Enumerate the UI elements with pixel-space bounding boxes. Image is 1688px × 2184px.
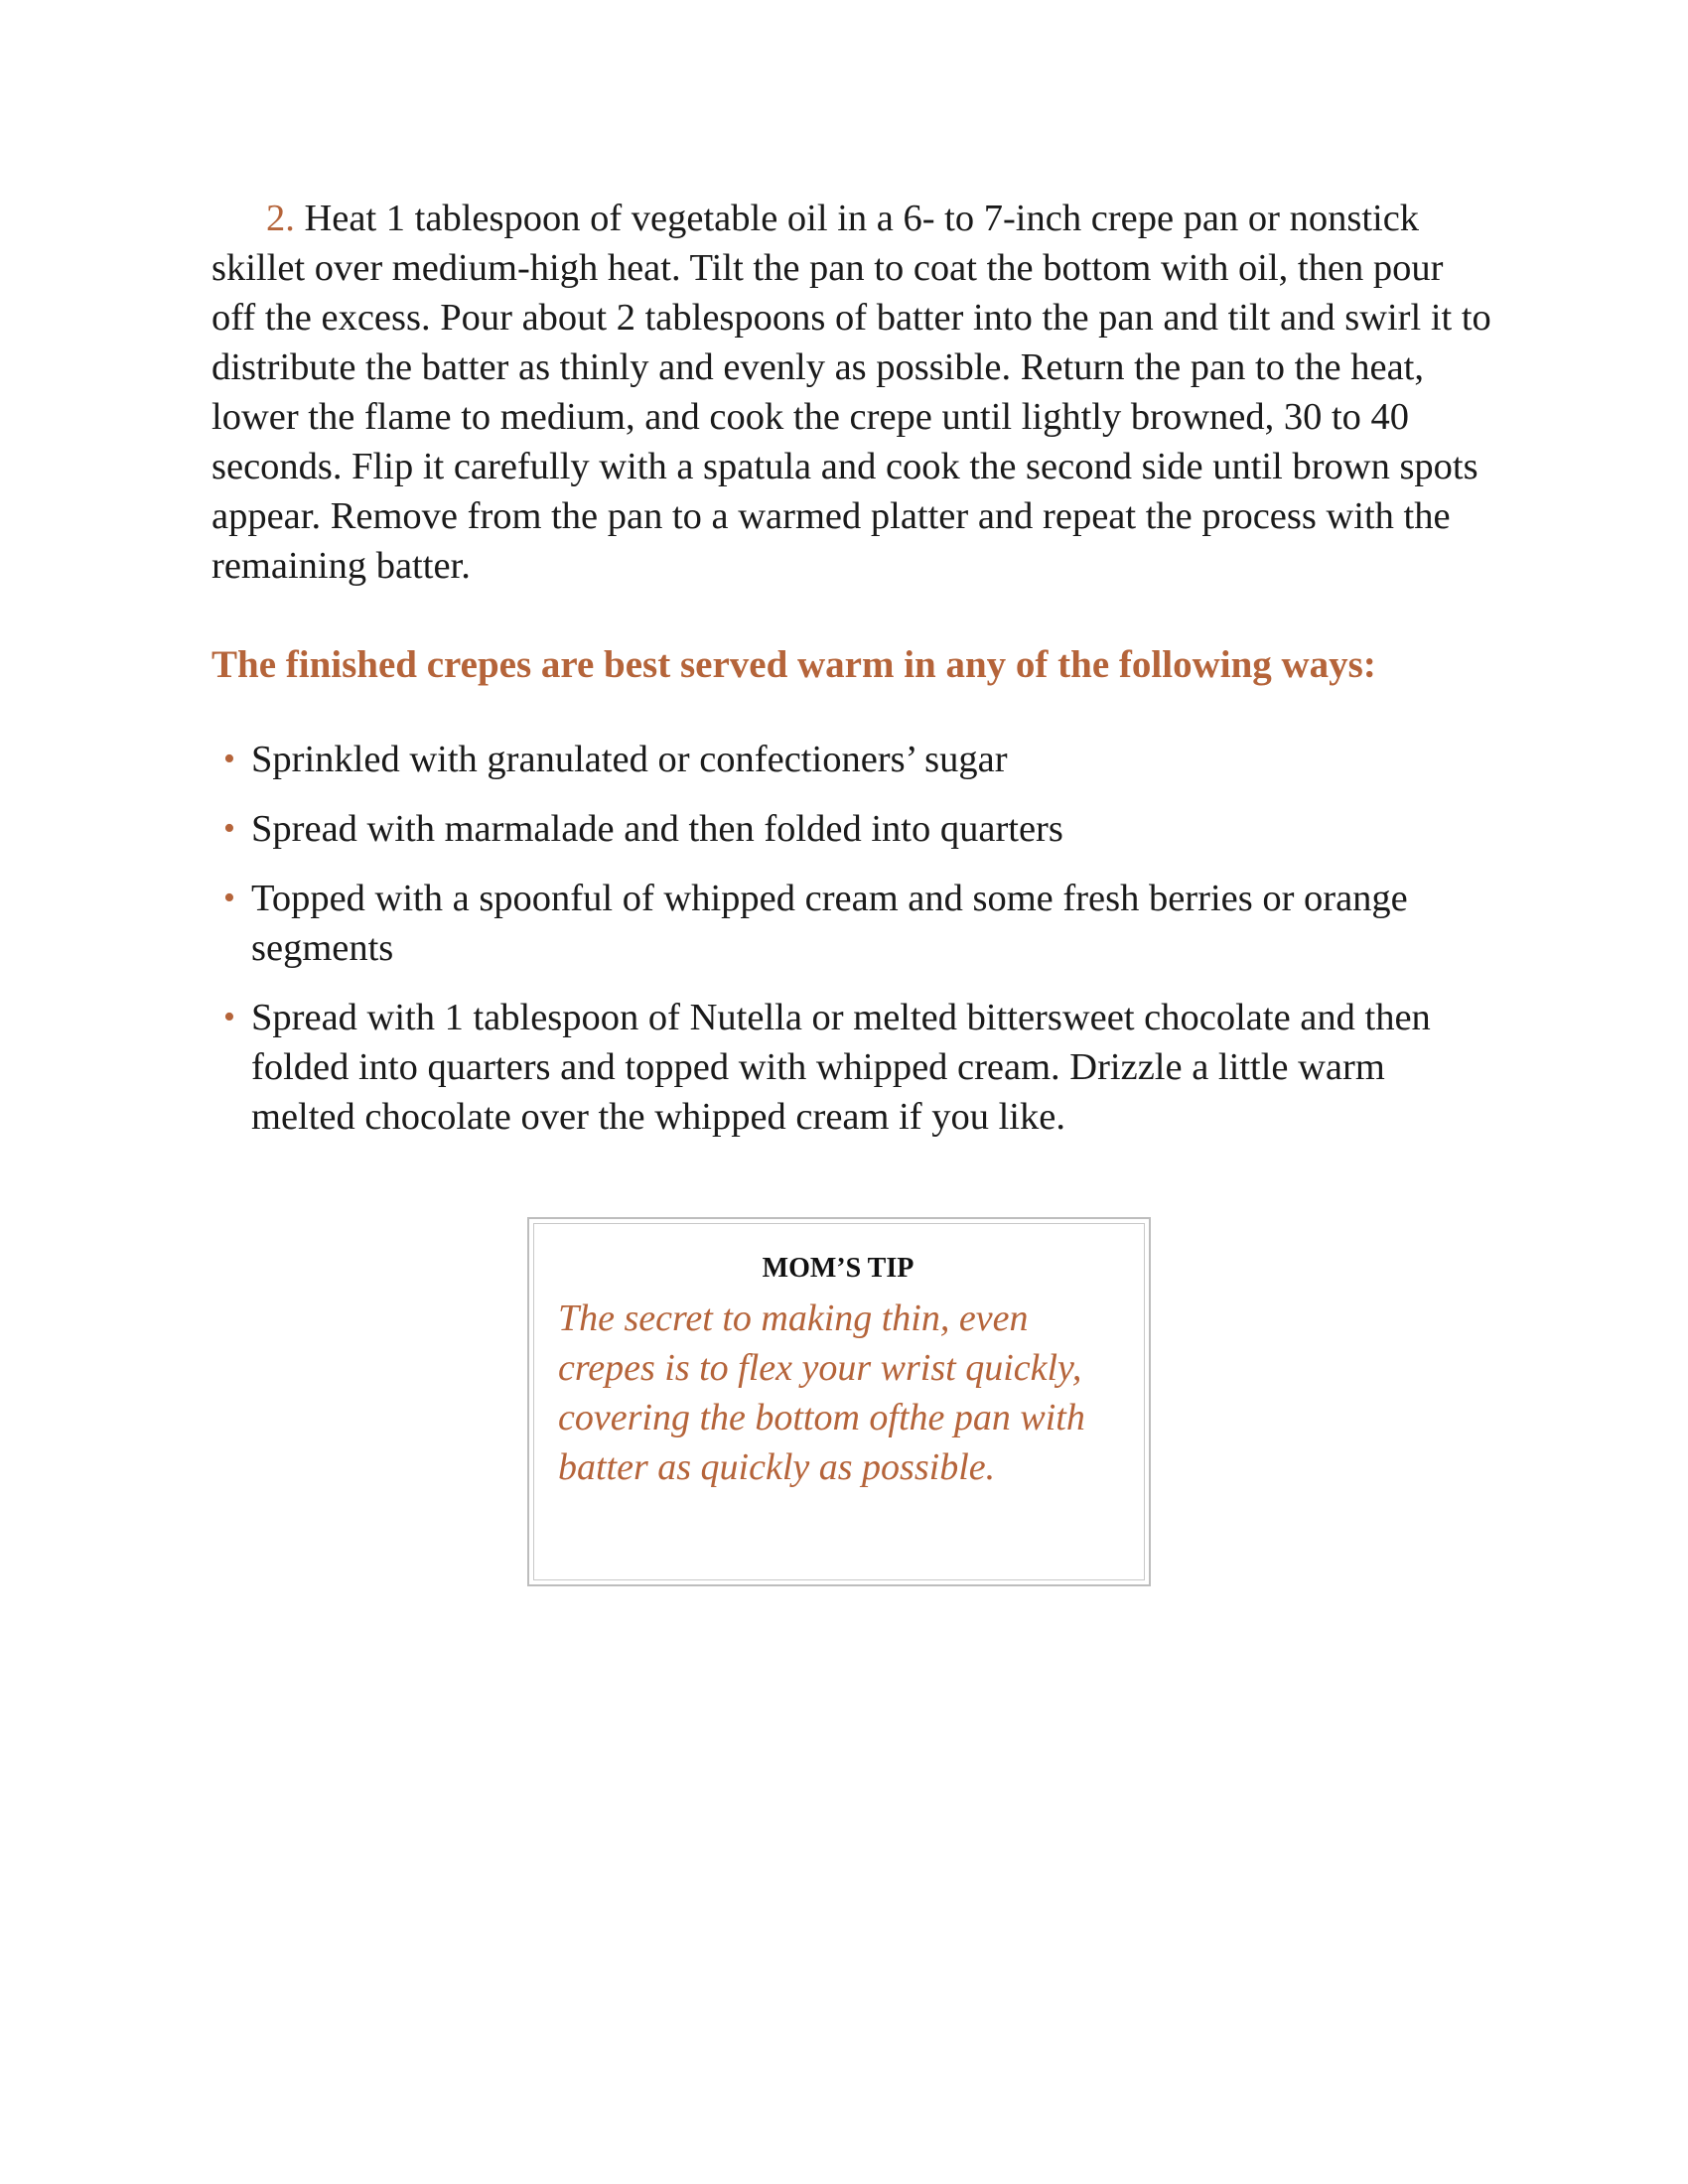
- list-item: [211, 874, 1492, 973]
- bullet-icon: •: [223, 741, 235, 777]
- list-item-text: Sprinkled with granulated or confectioners’ sugar: [251, 739, 1008, 780]
- recipe-page: [211, 194, 1492, 1161]
- bullet-icon: •: [223, 999, 235, 1035]
- serving-heading: The finished crepes are best served warm in any of the following ways:: [211, 643, 1376, 686]
- bullet-icon: •: [223, 880, 235, 916]
- list-item-text: Topped with a spoonful of whipped cream and some fresh berries or orange segments: [251, 878, 1408, 969]
- serving-list: [211, 735, 1492, 1142]
- list-item: [211, 993, 1492, 1142]
- bullet-icon: •: [223, 810, 235, 847]
- tip-box-inner: [533, 1223, 1145, 1580]
- step-paragraph: [211, 194, 1492, 591]
- step-text: Heat 1 tablespoon of vegetable oil in a 6- to 7-inch crepe pan or nonstick skillet over medium-high heat. Tilt the pan to coat the bottom with oil, then pour off the excess. Pour about 2 tablespoons of batter into the pan and tilt and swirl it to distribute the batter as thinly and evenly as possible. Return the pan to the heat, lower the flame to medium, and cook the crepe until lightly browned, 30 to 40 seconds. Flip it carefully with a spatula and cook the second side until brown spots appear. Remove from the pan to a warmed platter and repeat the process with the remaining batter.: [211, 198, 1491, 587]
- list-item: [211, 804, 1492, 854]
- step-number: 2.: [266, 198, 295, 239]
- list-item: [211, 735, 1492, 784]
- tip-text: The secret to making thin, even crepes is to flex your wrist quickly, covering the bottom ofthe pan with batter as quickly as possible.: [558, 1297, 1085, 1488]
- list-item-text: Spread with 1 tablespoon of Nutella or melted bittersweet chocolate and then folded into quarters and topped with whipped cream. Drizzle a little warm melted chocolate over the whipped cream if you like.: [251, 997, 1431, 1138]
- tip-title: MOM’S TIP: [762, 1253, 914, 1284]
- list-item-text: Spread with marmalade and then folded into quarters: [251, 808, 1063, 850]
- tip-box: [527, 1217, 1151, 1586]
